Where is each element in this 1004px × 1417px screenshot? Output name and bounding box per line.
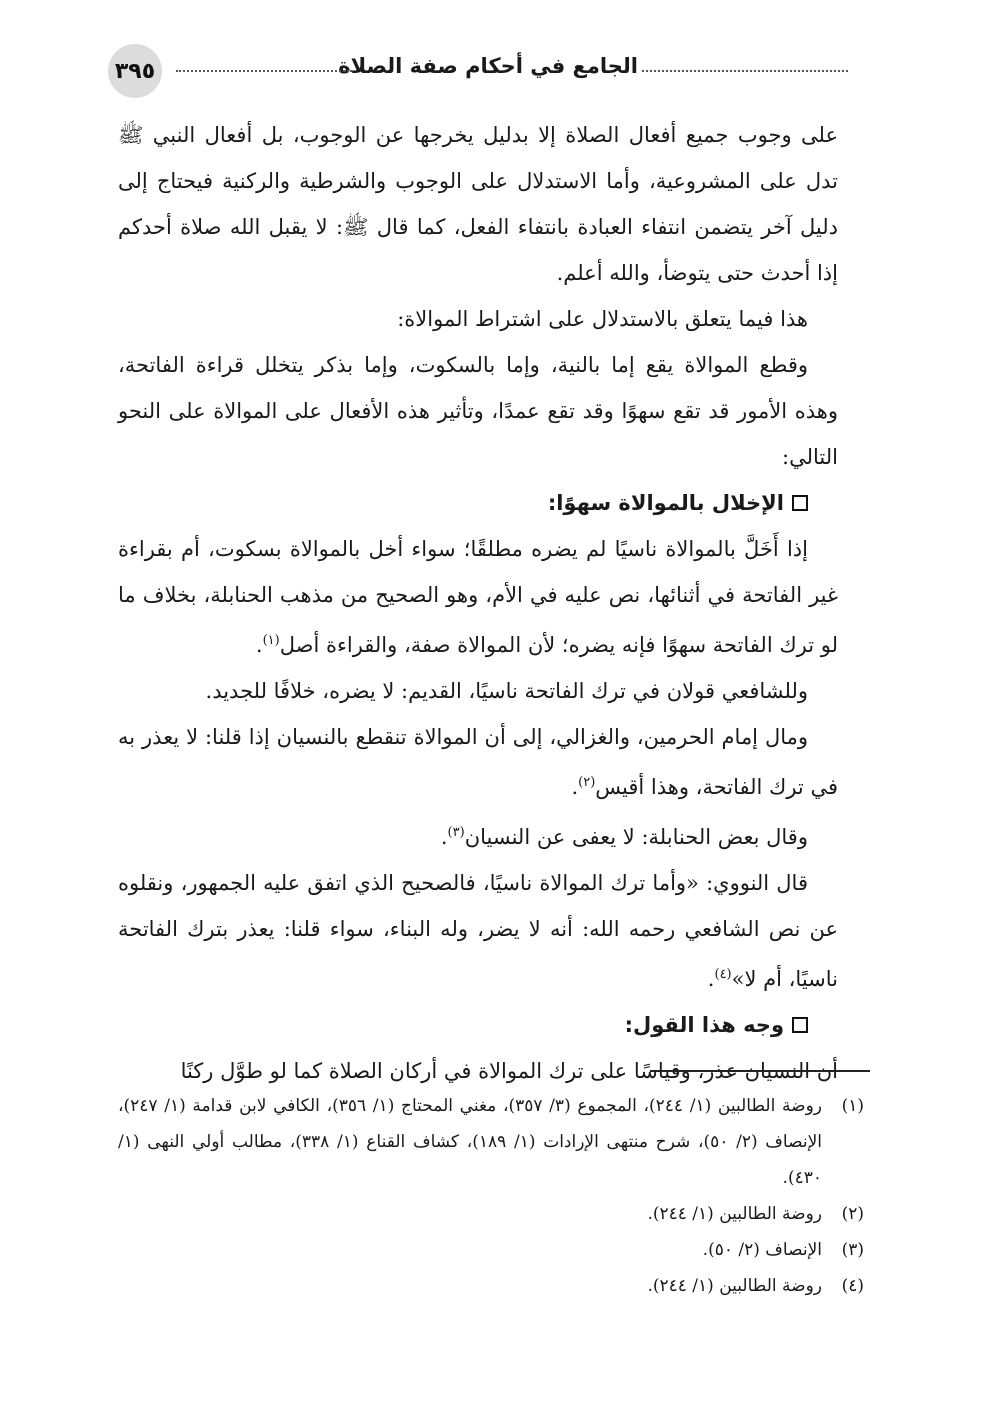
- paragraph: على وجوب جميع أفعال الصلاة إلا بدليل يخرجها عن الوجوب، بل أفعال النبي ﷺ تدل على المشروعية، وأما الاستدلال على الوجوب والشرطية والركنية فيحتاج إلى دليل آخر يتضمن انتفاء العبادة بانتفاء الفعل، كما قال ﷺ: لا يقبل الله صلاة أحدكم إذا أحدث حتى يتوضأ، والله أعلم.: [118, 123, 838, 285]
- header-dotted-leader-right: [642, 56, 848, 72]
- paragraph: وللشافعي قولان في ترك الفاتحة ناسيًا، القديم: لا يضره، خلافًا للجديد.: [205, 679, 808, 703]
- section-heading-text: الإخلال بالموالاة سهوًا:: [547, 491, 784, 515]
- paragraph-end: .: [255, 633, 263, 657]
- footnote-ref: (١): [262, 633, 280, 648]
- footnote-text: روضة الطالبين (١/ ٢٤٤).: [647, 1204, 822, 1224]
- section-heading-text: وجه هذا القول:: [624, 1013, 784, 1037]
- paragraph-text: وقال بعض الحنابلة: لا يعفى عن النسيان: [464, 825, 808, 849]
- footnote: [118, 1232, 864, 1268]
- running-header: [108, 44, 848, 96]
- footnote-text: روضة الطالبين (١/ ٢٤٤).: [647, 1276, 822, 1296]
- paragraph: أن النسيان عذر، وقياسًا على ترك الموالاة في أركان الصلاة كما لو طوَّل ركنًا: [180, 1059, 838, 1083]
- footnote-ref: (٢): [578, 775, 596, 790]
- footnote-separator: [650, 1070, 870, 1072]
- footnote-ref: (٣): [447, 825, 465, 840]
- checkbox-square-icon: [792, 1017, 808, 1033]
- paragraph-end: .: [571, 775, 579, 799]
- footnote: [118, 1088, 864, 1196]
- footnote: [118, 1268, 864, 1304]
- footnote-number: (٢): [841, 1204, 864, 1224]
- footnote: [118, 1196, 864, 1232]
- header-dotted-leader-left: [176, 56, 352, 72]
- paragraph-end: .: [707, 967, 715, 991]
- footnote-number: (٤): [841, 1276, 864, 1296]
- paragraph-end: .: [440, 825, 448, 849]
- footnote-number: (٣): [841, 1240, 864, 1260]
- footnote-text: الإنصاف (٢/ ٥٠).: [702, 1240, 822, 1260]
- paragraph: هذا فيما يتعلق بالاستدلال على اشتراط الموالاة:: [397, 307, 808, 331]
- main-text: [118, 112, 838, 1094]
- paragraph: [118, 860, 838, 1002]
- paragraph-text: إذا أَخَلَّ بالموالاة ناسيًا لم يضره مطلقًا؛ سواء أخل بالموالاة بسكوت، أم بقراءة غير الفاتحة في أثنائها، نص عليه في الأم، وهو الصحيح من مذهب الحنابلة، بخلاف ما لو ترك الفاتحة سهوًا فإنه يضره؛ لأن الموالاة صفة، والقراءة أصل: [118, 537, 838, 657]
- footnotes: [118, 1088, 864, 1304]
- book-title: الجامع في أحكام صفة الصلاة: [338, 54, 638, 78]
- page-number: ٣٩٥: [108, 44, 162, 98]
- paragraph: وقطع الموالاة يقع إما بالنية، وإما بالسكوت، وإما بذكر يتخلل قراءة الفاتحة، وهذه الأمور قد تقع سهوًا وقد تقع عمدًا، وتأثير هذه الأفعال على الموالاة على النحو التالي:: [118, 353, 838, 469]
- section-heading: [118, 1002, 838, 1048]
- paragraph: [118, 714, 838, 810]
- footnote-text: روضة الطالبين (١/ ٢٤٤)، المجموع (٣/ ٣٥٧)، مغني المحتاج (١/ ٣٥٦)، الكافي لابن قدامة (١/ ٢٤٧)، الإنصاف (٢/ ٥٠)، شرح منتهى الإرادات (١/ ١٨٩)، كشاف القناع (١/ ٣٣٨)، مطالب أولي النهى (١/ ٤٣٠).: [118, 1096, 822, 1188]
- section-heading: [118, 480, 838, 526]
- footnote-ref: (٤): [714, 967, 732, 982]
- paragraph: [118, 526, 838, 668]
- paragraph-text: قال النووي: «وأما ترك الموالاة ناسيًا، فالصحيح الذي اتفق عليه الجمهور، ونقلوه عن نص الشافعي رحمه الله: أنه لا يضر، وله البناء، سواء قلنا: يعذر بترك الفاتحة ناسيًا، أم لا»: [118, 871, 838, 991]
- paragraph: [118, 810, 838, 860]
- checkbox-square-icon: [792, 495, 808, 511]
- paragraph-text: ومال إمام الحرمين، والغزالي، إلى أن الموالاة تنقطع بالنسيان إذا قلنا: لا يعذر به في ترك الفاتحة، وهذا أقيس: [118, 725, 838, 799]
- footnote-number: (١): [841, 1096, 864, 1116]
